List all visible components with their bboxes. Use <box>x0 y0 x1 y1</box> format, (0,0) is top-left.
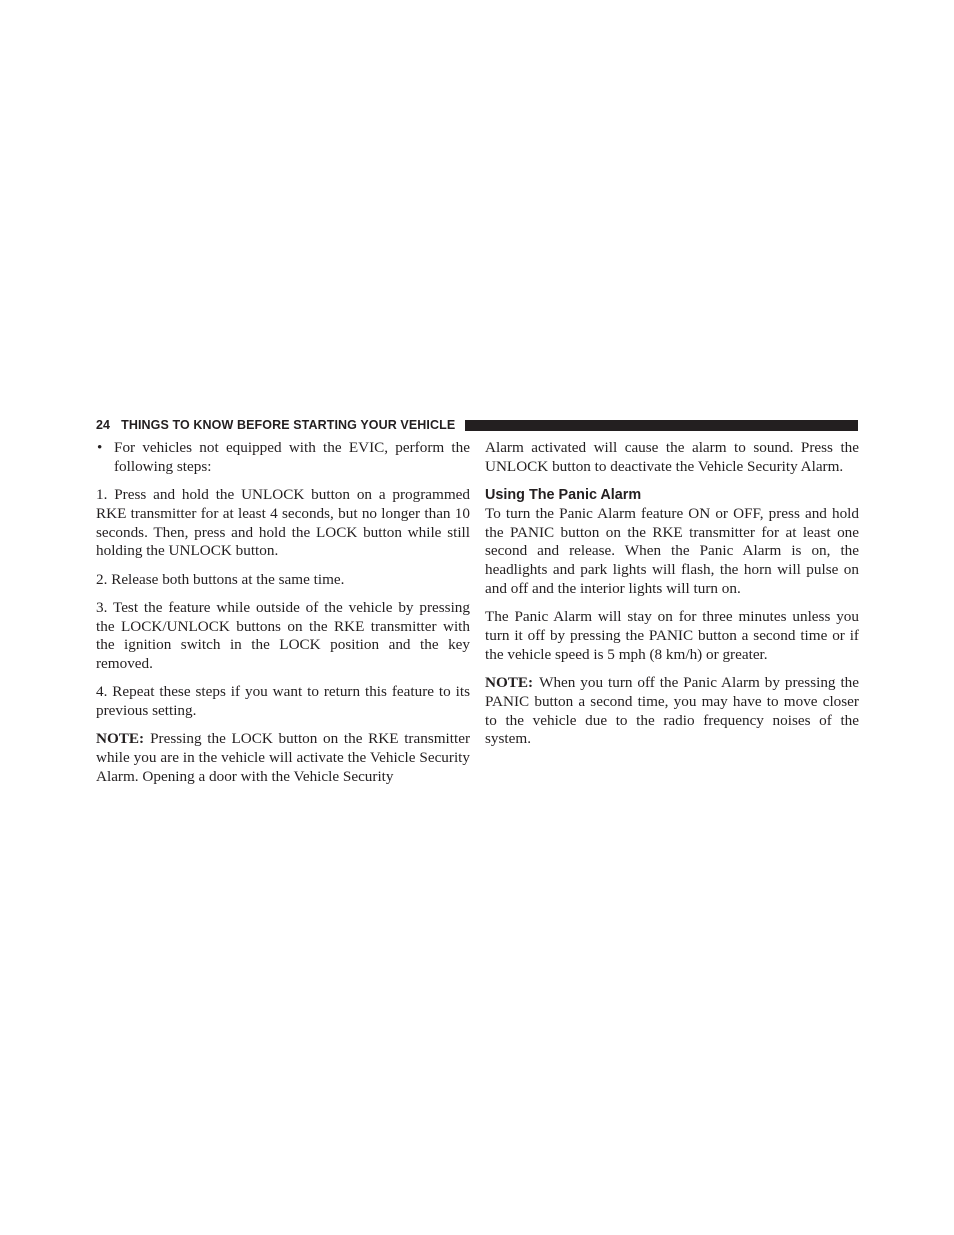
header-rule <box>465 420 858 431</box>
bullet-icon: • <box>97 439 103 456</box>
note-label-2: NOTE: <box>485 673 534 691</box>
bullet-text: For vehicles not equipped with the EVIC, perform the following steps: <box>114 439 470 475</box>
step-2: 2. Release both buttons at the same time. <box>96 570 345 588</box>
page-number: 24 <box>96 418 111 432</box>
note-label: NOTE: <box>96 730 145 748</box>
bullet-item <box>96 439 470 477</box>
note-continuation: Alarm activated will cause the alarm to sound. Press the UNLOCK button to deactivate the Vehicle Security Alarm. <box>485 439 859 475</box>
note-paragraph <box>96 730 470 786</box>
step-3: 3. Test the feature while outside of the vehicle by pressing the LOCK/UNLOCK buttons on the RKE transmitter with the ignition switch in the LOCK position and the key removed. <box>96 598 470 673</box>
step-4: 4. Repeat these steps if you want to return this feature to its previous setting. <box>96 683 470 720</box>
panic-para-1: To turn the Panic Alarm feature ON or OFF, press and hold the PANIC button on the RKE transmitter for at least one second and release. When the Panic Alarm is on, the headlights and park lights will flash, the horn will pulse on and off and the interior lights will turn on. <box>485 504 859 597</box>
note-text-2: When you turn off the Panic Alarm by pressing the PANIC button a second time, you may have to move closer to the vehicle due to the radio frequency noises of the system. <box>485 673 859 748</box>
note-text: Pressing the LOCK button on the RKE transmitter while you are in the vehicle will activate the Vehicle Security Alarm. Opening a door with the Vehicle Security <box>96 730 470 785</box>
section-title: THINGS TO KNOW BEFORE STARTING YOUR VEHICLE <box>121 418 456 432</box>
step-1: 1. Press and hold the UNLOCK button on a programmed RKE transmitter for at least 4 seconds, but no longer than 10 seconds. Then, press and hold the LOCK button while still holding the UNLOCK button. <box>96 485 470 560</box>
section-heading: Using The Panic Alarm <box>485 486 642 503</box>
left-column <box>96 439 470 796</box>
page-header <box>96 417 858 433</box>
note-paragraph-2 <box>485 674 859 749</box>
panic-para-2: The Panic Alarm will stay on for three minutes unless you turn it off by pressing the PANIC button a second time or if the vehicle speed is 5 mph (8 km/h) or greater. <box>485 608 859 663</box>
right-column <box>485 439 859 759</box>
